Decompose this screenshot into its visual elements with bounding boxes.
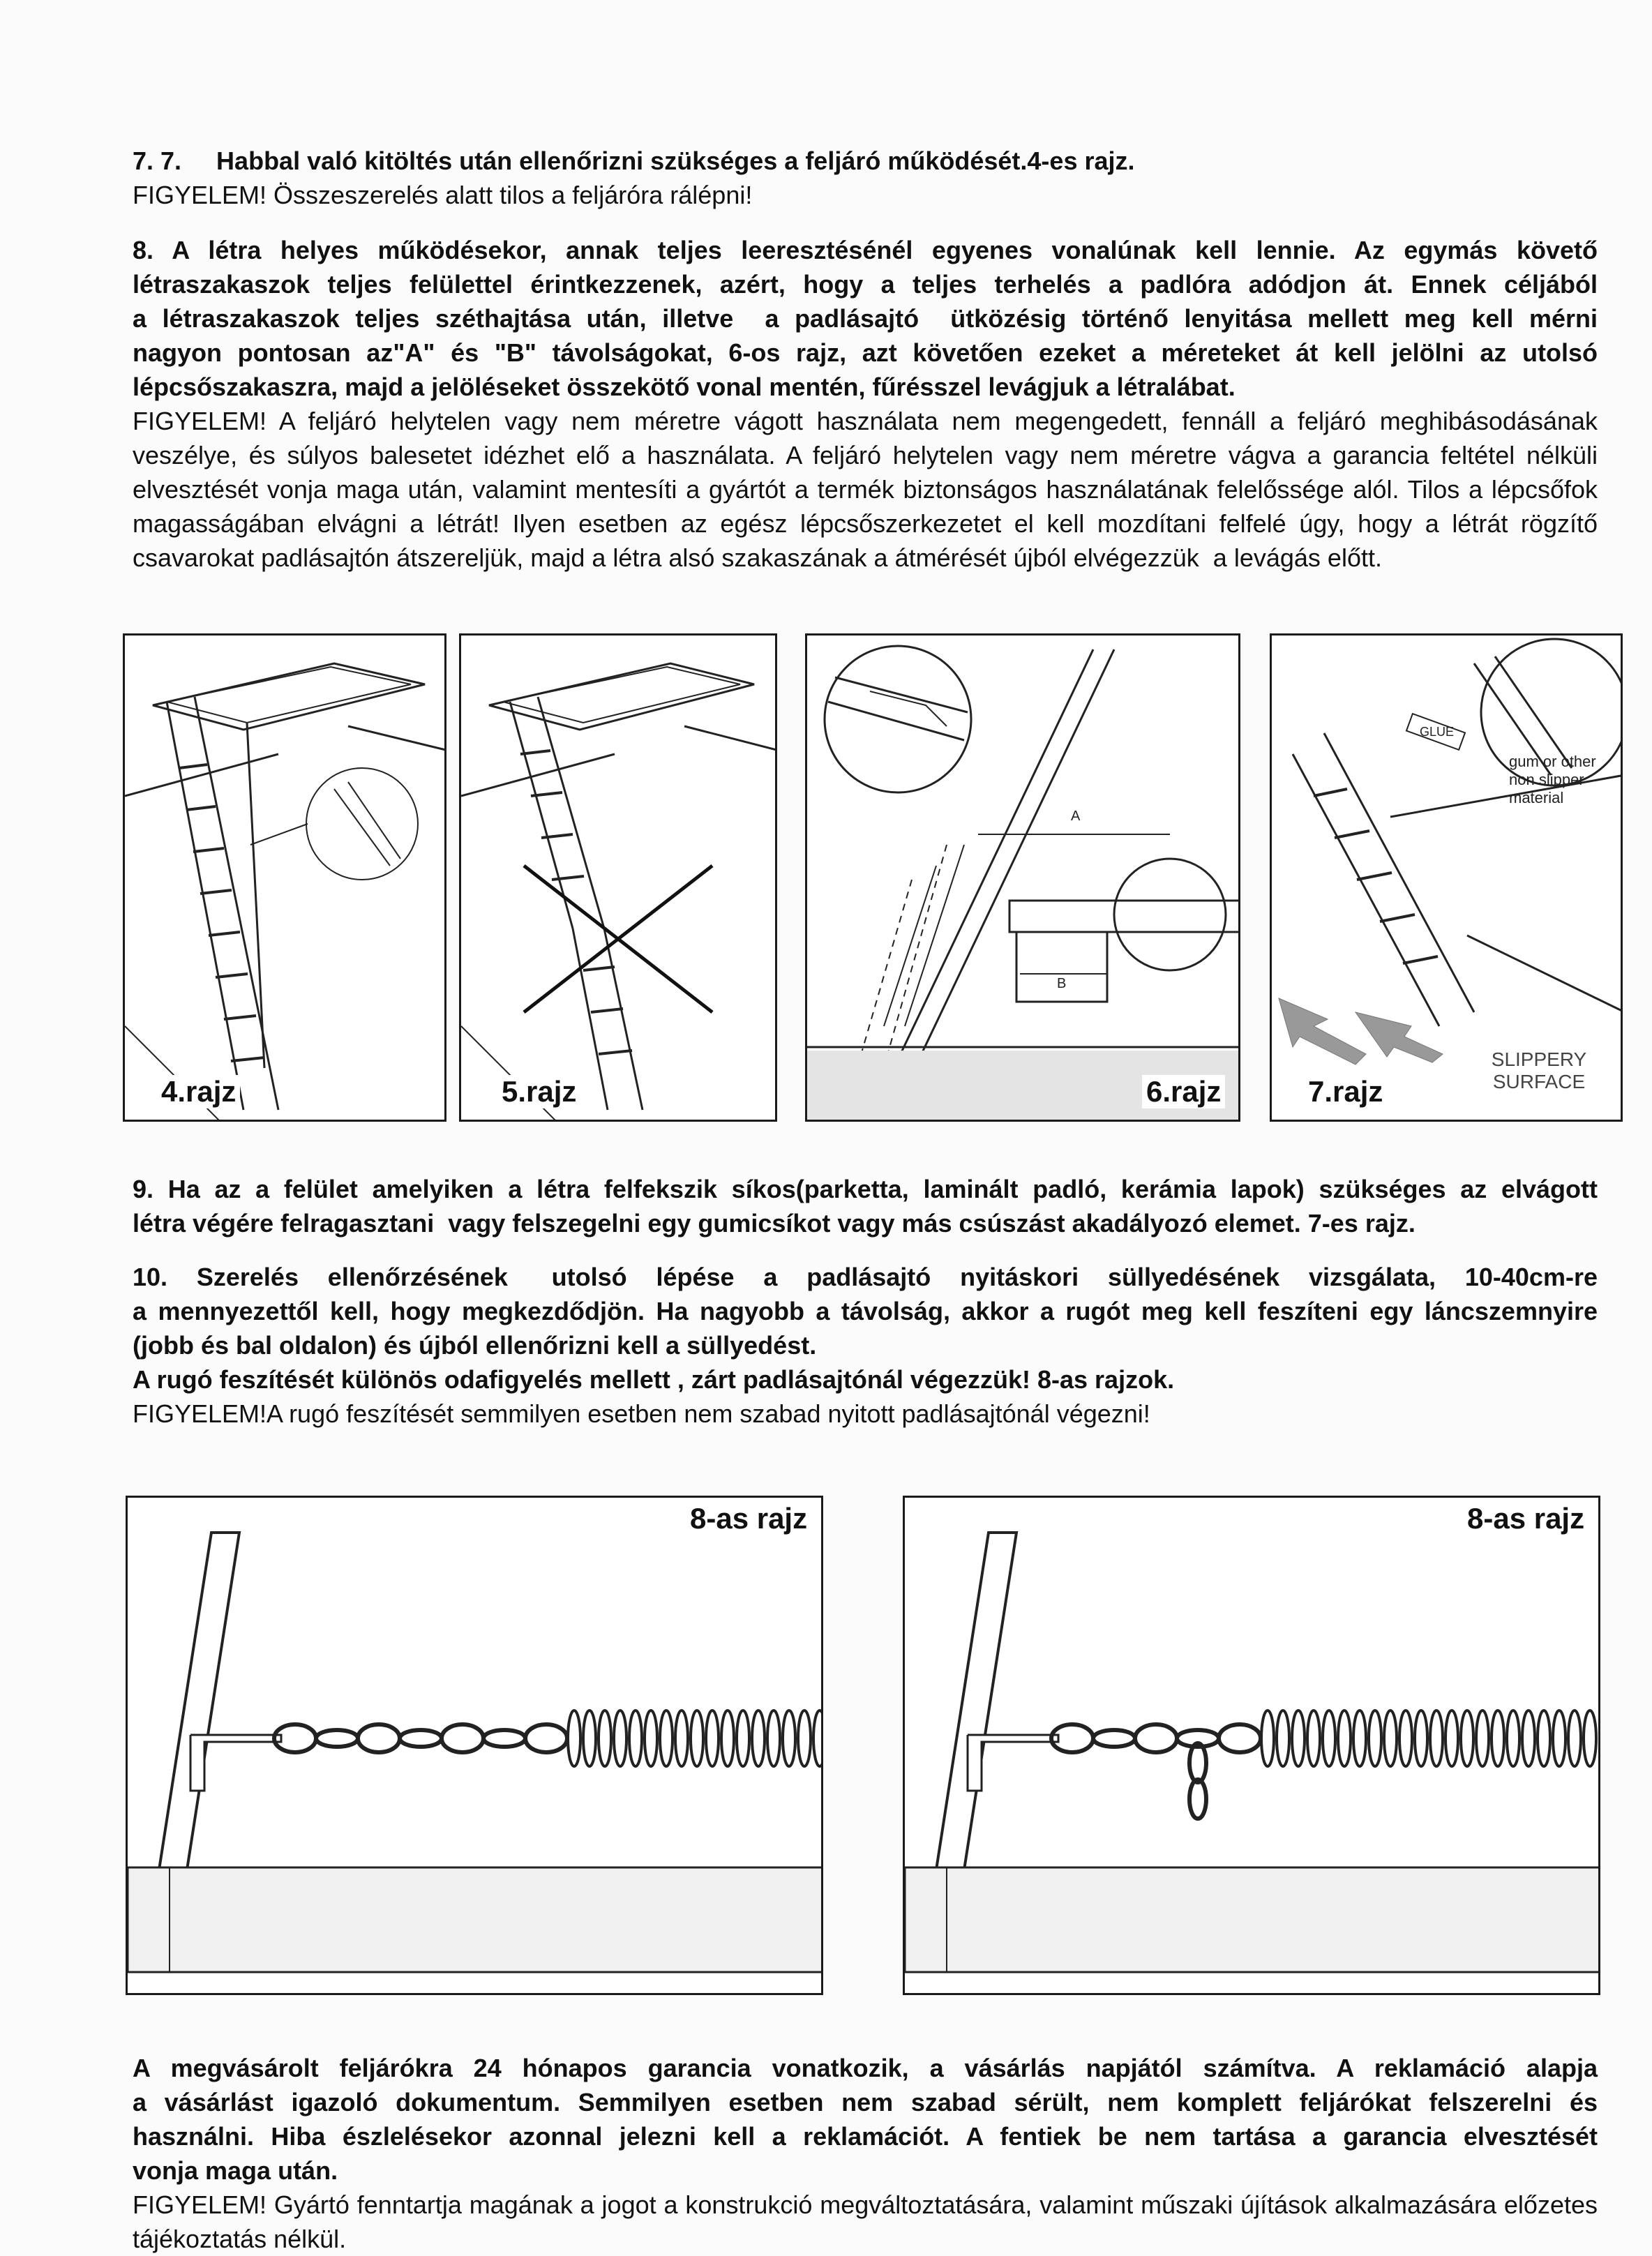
spring-coil <box>752 1710 765 1766</box>
figure-7-label: 7.rajz <box>1304 1075 1387 1108</box>
guarantee-line: vonja maga után. <box>133 2156 338 2185</box>
spring-coil <box>1584 1710 1596 1766</box>
section-7-7-heading: 7. 7. Habbal való kitöltés után ellenőrizni szükséges a feljáró működését.4-es rajz. <box>133 146 1135 175</box>
spring-coil <box>1461 1710 1473 1766</box>
spring-coil <box>783 1710 795 1766</box>
spring-coil <box>1353 1710 1366 1766</box>
figure-5-drawing <box>461 636 777 1122</box>
spring-coil <box>660 1710 673 1766</box>
figure-4-drawing <box>125 636 446 1122</box>
figure-5-label: 5.rajz <box>497 1075 580 1108</box>
figure-6-dim-a: A <box>1071 809 1081 824</box>
section-8-warning-line: csavarokat padlásajtón átszereljük, majd a létra alsó szakaszának a átmérését újból elvégezzük a levágás előtt. <box>133 543 1382 572</box>
spring-coil <box>1568 1710 1581 1766</box>
section-9 <box>133 1172 1598 1240</box>
spring-coil <box>737 1710 749 1766</box>
section-10-line: 10. Szerelés ellenőrzésének utolsó lépése a padlásajtó nyitáskori süllyedésének vizsgálata, 10-40cm-re <box>133 1263 1598 1291</box>
figure-8-left-drawing <box>128 1498 823 1995</box>
figure-7-slippery-line: SURFACE <box>1492 1071 1586 1092</box>
section-7-7-warning: FIGYELEM! Összeszerelés alatt tilos a feljáróra rálépni! <box>133 181 753 209</box>
figure-8-left <box>126 1496 823 1995</box>
guarantee-line: használni. Hiba észlelésekor azonnal jelezni kell a reklamációt. A fentiek be nem tartása a garancia elvesztését <box>133 2122 1598 2151</box>
spring-coil <box>614 1710 626 1766</box>
figure-8-right-drawing <box>905 1498 1600 1995</box>
spring-coil <box>1323 1710 1335 1766</box>
section-10-line: (jobb és bal oldalon) és újból ellenőrizni kell a süllyedést. <box>133 1331 817 1360</box>
spring-coil <box>583 1710 596 1766</box>
spring-coil <box>1553 1710 1565 1766</box>
figure-7-slippery-surface <box>1473 1048 1605 1093</box>
spring-coil <box>691 1710 703 1766</box>
section-10-line: A rugó feszítését különös odafigyelés mellett , zárt padlásajtónál végezzük! 8-as rajzok. <box>133 1365 1175 1394</box>
spring-coil <box>798 1710 811 1766</box>
spring-coil <box>706 1710 719 1766</box>
section-8-warning-line: FIGYELEM! A feljáró helytelen vagy nem méretre vágott használata nem megengedett, fennáll a feljáró meghibásodásának <box>133 407 1598 435</box>
figure-6 <box>805 633 1240 1122</box>
spring-coil <box>1415 1710 1427 1766</box>
figure-4 <box>123 633 446 1122</box>
spring-coil <box>1492 1710 1504 1766</box>
section-8-line: létraszakaszok teljes felülettel érintkezzenek, azért, hogy a teljes terhelés a padlóra adódjon át. Ennek céljából <box>133 270 1598 299</box>
figure-6-dim-b: B <box>1057 976 1067 991</box>
spring-coil <box>1399 1710 1412 1766</box>
figure-4-label: 4.rajz <box>157 1075 240 1108</box>
guarantee-section <box>133 2051 1598 2256</box>
spring-coil <box>1277 1710 1289 1766</box>
section-8-line: nagyon pontosan az"A" és "B" távolságokat, 6-os rajz, azt követően ezeket a méreteket át kell jelölni az utolsó <box>133 338 1598 367</box>
figure-7-material-note <box>1509 753 1596 807</box>
section-10 <box>133 1260 1598 1431</box>
figure-8-right <box>903 1496 1600 1995</box>
spring-coil <box>1261 1710 1274 1766</box>
section-8-line: lépcsőszakaszra, majd a jelöléseket összekötő vonal mentén, fűrésszel levágjuk a létralábat. <box>133 373 1236 401</box>
figure-6-drawing <box>807 636 1240 1122</box>
spring-coil <box>1538 1710 1550 1766</box>
figure-7-slippery-line: SLIPPERY <box>1491 1048 1587 1070</box>
spring-coil <box>721 1710 734 1766</box>
spring-coil <box>599 1710 611 1766</box>
spring-coil <box>813 1710 823 1766</box>
guarantee-warning-line: tájékoztatás nélkül. <box>133 2225 347 2253</box>
section-10-line: a mennyezettől kell, hogy megkezdődjön. Ha nagyobb a távolság, akkor a rugót meg kell feszíteni egy láncszemnyire <box>133 1297 1598 1325</box>
figure-6-label: 6.rajz <box>1142 1075 1225 1108</box>
spring-coil <box>767 1710 780 1766</box>
section-9-line: létra végére felragasztani vagy felszegelni egy gumicsíkot vagy más csúszást akadályozó elemet. 7-es rajz. <box>133 1209 1416 1238</box>
spring-coil <box>1384 1710 1397 1766</box>
spring-coil <box>1522 1710 1535 1766</box>
spring-coil <box>1338 1710 1351 1766</box>
spring-coil <box>568 1710 580 1766</box>
spring-coil <box>1307 1710 1320 1766</box>
figure-7-note-line: material <box>1509 789 1564 806</box>
spring-coil <box>1292 1710 1305 1766</box>
section-10-warning: FIGYELEM!A rugó feszítését semmilyen esetben nem szabad nyitott padlásajtónál végezni! <box>133 1399 1150 1428</box>
guarantee-line: A megvásárolt feljárókra 24 hónapos garancia vonatkozik, a vásárlás napjától számítva. A reklamáció alapja <box>133 2054 1598 2082</box>
spring-coil <box>675 1710 688 1766</box>
guarantee-warning-line: FIGYELEM! Gyártó fenntartja magának a jogot a konstrukció megváltoztatására, valamint műszaki újítások alkalmazására előzetes <box>133 2190 1598 2219</box>
figure-8-left-label: 8-as rajz <box>686 1502 811 1535</box>
section-8 <box>133 233 1598 575</box>
section-8-warning-line: magasságában elvágni a létrát! Ilyen esetben az egész lépcsőszerkezetet el kell mozdítani felfelé úgy, hogy a létrát rögzítő <box>133 509 1598 538</box>
spring-coil <box>1446 1710 1458 1766</box>
figure-7-note-line: non slipper <box>1509 771 1584 788</box>
figure-5 <box>459 633 777 1122</box>
figure-7 <box>1270 633 1623 1122</box>
guarantee-line: a vásárlást igazoló dokumentum. Semmilyen esetben nem szabad sérült, nem komplett feljárókat felszerelni és <box>133 2088 1598 2116</box>
spring-coil <box>1430 1710 1443 1766</box>
section-9-line: 9. Ha az a felület amelyiken a létra felfekszik síkos(parketta, laminált padló, kerámia lapok) szükséges az elvágott <box>133 1175 1598 1203</box>
figure-7-note-line: gum or other <box>1509 753 1596 770</box>
spring-coil <box>1507 1710 1519 1766</box>
section-8-warning-line: veszélye, és súlyos balesetet idézhet elő a használata. A feljáró helytelen vagy nem méretre vágva a garancia feltétel nélküli <box>133 441 1598 469</box>
spring-coil <box>645 1710 657 1766</box>
section-8-line: a létraszakaszok teljes széthajtása után, illetve a padlásajtó ütközésig történő lenyitása mellett meg kell mérni <box>133 304 1598 333</box>
section-8-line: 8. A létra helyes működésekor, annak teljes leeresztésénél egyenes vonalúnak kell lennie. Az egymás követő <box>133 236 1598 264</box>
spring-coil <box>1476 1710 1489 1766</box>
spring-coil <box>629 1710 642 1766</box>
figure-7-glue-tube-text: GLUE <box>1420 725 1455 739</box>
section-8-warning-line: elvesztését vonja maga után, valamint mentesíti a gyártót a termék biztonságos használatának felelőssége alól. Tilos a lépcsőfok <box>133 475 1598 504</box>
figure-8-right-label: 8-as rajz <box>1463 1502 1589 1535</box>
spring-coil <box>1369 1710 1381 1766</box>
section-7-7 <box>133 144 1598 212</box>
